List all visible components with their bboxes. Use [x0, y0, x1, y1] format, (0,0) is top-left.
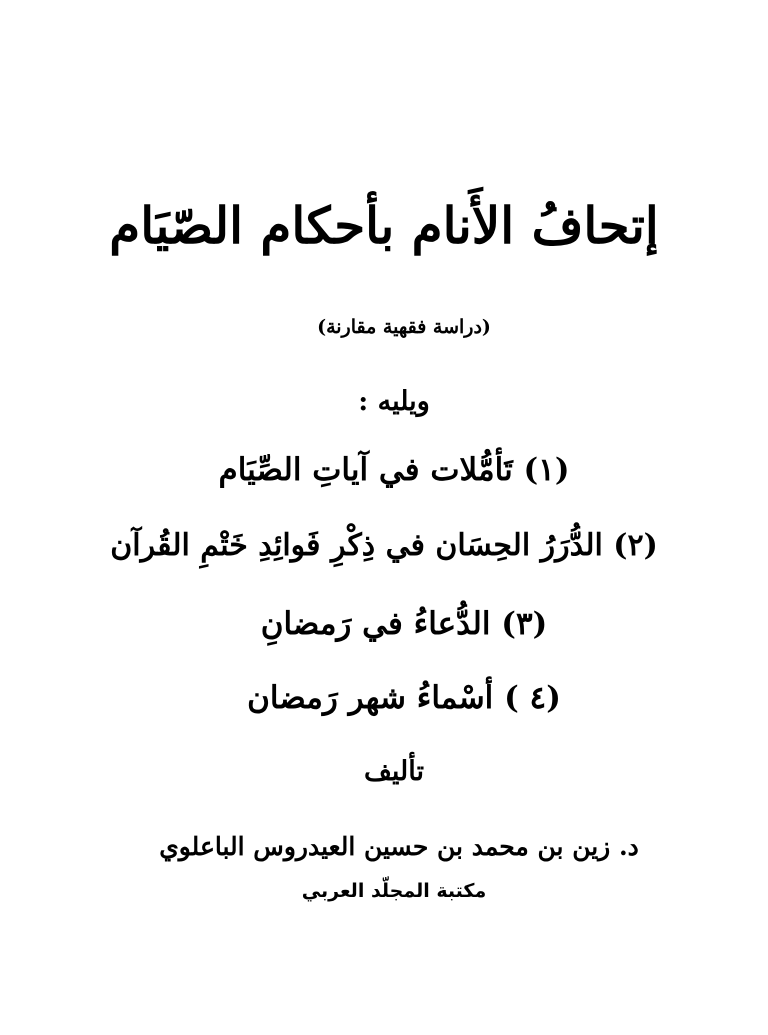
book-title: إتحافُ الأَنام بأحكام الصّيَام	[109, 196, 659, 255]
book-subtitle: (دراسة فقهية مقارنة)	[317, 316, 491, 338]
appended-work-3: (٣) الدُّعاءُ في رَمضانِ	[260, 606, 548, 642]
author-name: د. زين بن محمد بن حسين العيدروس الباعلوي	[159, 832, 639, 861]
appended-work-2: (٢) الدُّرَرُ الحِسَان في ذِكْرِ فَوائِدِ خَتْمِ القُرآن	[110, 528, 658, 563]
authored-label: تأليف	[363, 756, 425, 787]
followed-by-label: ويليه :	[358, 386, 430, 417]
appended-work-4: (٤ ) أسْماءُ شهر رَمضان	[247, 680, 561, 716]
appended-work-1: (١) تَأمُّلات في آياتِ الصِّيَام	[218, 452, 570, 488]
publisher-name: مكتبة المجلّد العربي	[301, 880, 487, 902]
